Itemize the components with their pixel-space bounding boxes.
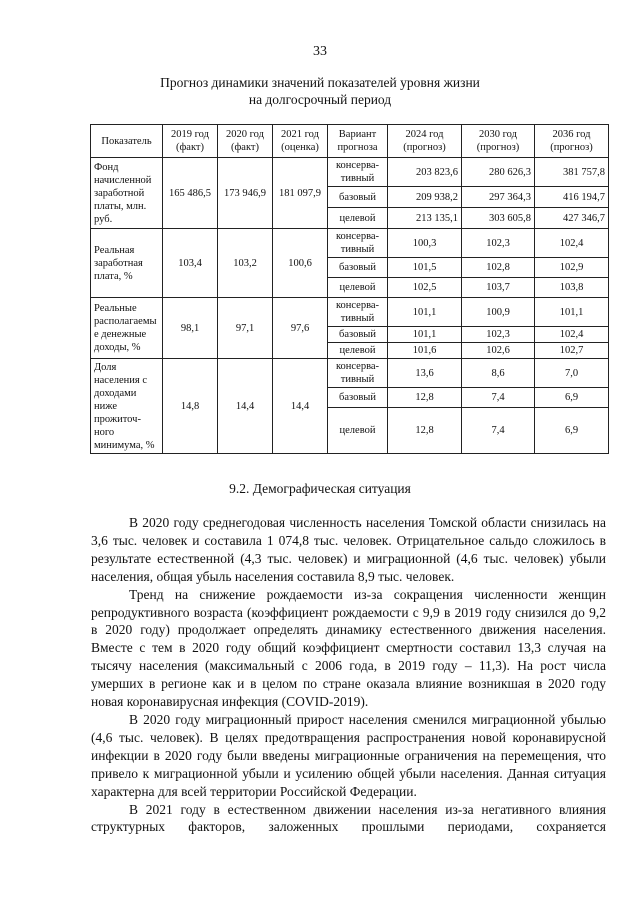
table-row: [91, 359, 609, 388]
value-2030: 280 626,3: [462, 158, 535, 187]
header-2019: 2019 год (факт): [163, 125, 218, 158]
paragraph: В 2020 году среднегодовая численность населения Томской области снизилась на 3,6 тыс. человек и составила 1 074,8 тыс. человек. Отрицательное сальдо сложилось в результате естественной (4,3 тыс. человек) и миграционной (4,6 тыс. человек) убыли населения, общая убыль населения составила 8,9 тыс. человек.: [91, 515, 606, 584]
header-2024: 2024 год (прогноз): [388, 125, 462, 158]
value-2024: 101,1: [388, 298, 462, 327]
value-2020: 173 946,9: [218, 158, 273, 229]
indicator-cell: Реальные располагаемы е денежные доходы, %: [91, 298, 163, 359]
value-2019: 14,8: [163, 359, 218, 454]
indicator-cell: Реальная заработная плата, %: [91, 229, 163, 298]
variant-cell: консерва-тивный: [328, 229, 388, 258]
value-2030: 102,6: [462, 343, 535, 359]
value-2019: 165 486,5: [163, 158, 218, 229]
value-2036: 102,9: [535, 258, 609, 278]
variant-cell: консерва-тивный: [328, 158, 388, 187]
header-2036: 2036 год (прогноз): [535, 125, 609, 158]
table-header-row: [91, 125, 609, 158]
value-2019: 103,4: [163, 229, 218, 298]
value-2021: 100,6: [273, 229, 328, 298]
variant-cell: базовый: [328, 258, 388, 278]
value-2024: 101,6: [388, 343, 462, 359]
value-2036: 416 194,7: [535, 187, 609, 208]
value-2030: 102,8: [462, 258, 535, 278]
variant-cell: целевой: [328, 408, 388, 454]
body-text: [91, 514, 606, 836]
value-2030: 103,7: [462, 278, 535, 298]
value-2024: 12,8: [388, 408, 462, 454]
table-row: [91, 158, 609, 187]
value-2036: 6,9: [535, 408, 609, 454]
table-title: [0, 74, 640, 108]
value-2024: 213 135,1: [388, 208, 462, 229]
variant-cell: базовый: [328, 388, 388, 408]
header-2030: 2030 год (прогноз): [462, 125, 535, 158]
variant-cell: целевой: [328, 208, 388, 229]
header-2020: 2020 год (факт): [218, 125, 273, 158]
section-heading: 9.2. Демографическая ситуация: [229, 481, 411, 496]
value-2030: 7,4: [462, 408, 535, 454]
header-indicator: Показатель: [91, 125, 163, 158]
value-2030: 100,9: [462, 298, 535, 327]
value-2024: 203 823,6: [388, 158, 462, 187]
value-2030: 297 364,3: [462, 187, 535, 208]
value-2020: 103,2: [218, 229, 273, 298]
value-2036: 7,0: [535, 359, 609, 388]
value-2030: 8,6: [462, 359, 535, 388]
value-2036: 101,1: [535, 298, 609, 327]
variant-cell: базовый: [328, 327, 388, 343]
value-2020: 14,4: [218, 359, 273, 454]
paragraph: В 2020 году миграционный прирост населения сменился миграционной убылью (4,6 тыс. человек). В целях предотвращения распространения новой коронавирусной инфекции в 2020 году были введены миграционные ограничения на перемещения, что привело к миграционной убыли и усилению общей убыли населения. Данная ситуация характерна для всей территории Российской Федерации.: [91, 711, 606, 799]
value-2021: 181 097,9: [273, 158, 328, 229]
value-2030: 303 605,8: [462, 208, 535, 229]
value-2036: 102,4: [535, 229, 609, 258]
variant-cell: целевой: [328, 343, 388, 359]
value-2030: 102,3: [462, 229, 535, 258]
value-2024: 209 938,2: [388, 187, 462, 208]
paragraph: В 2021 году в естественном движении населения из-за негативного влияния структурных факторов, заложенных прошлыми периодами, сохраняется: [91, 801, 606, 835]
paragraph: Тренд на снижение рождаемости из-за сокращения численности женщин репродуктивного возраста (коэффициент рождаемости с 9,9 в 2019 году снизился до 9,2 в 2020 году) продолжает определять динамику естественного движения населения. Вместе с тем в 2020 году общий коэффициент смертности составил 13,3 случая на тысячу населения (максимальный с 2006 года, в 2019 году – 11,3). На рост числа умерших в регионе как и в целом по стране оказала влияние возникшая в 2020 году новая коронавирусная инфекция (COVID-2019).: [91, 586, 606, 710]
table-row: [91, 229, 609, 258]
table-row: [91, 298, 609, 327]
indicator-cell: Доля населения с доходами ниже прожиточ-ного минимума, %: [91, 359, 163, 454]
value-2024: 101,1: [388, 327, 462, 343]
indicator-cell: Фонд начисленной заработной платы, млн. руб.: [91, 158, 163, 229]
variant-cell: базовый: [328, 187, 388, 208]
value-2036: 6,9: [535, 388, 609, 408]
value-2030: 7,4: [462, 388, 535, 408]
variant-cell: целевой: [328, 278, 388, 298]
table-title-line-2: на долгосрочный период: [248, 92, 392, 107]
living-standards-table: [90, 124, 609, 454]
value-2036: 381 757,8: [535, 158, 609, 187]
value-2020: 97,1: [218, 298, 273, 359]
header-variant: Вариант прогноза: [328, 125, 388, 158]
header-2021: 2021 год (оценка): [273, 125, 328, 158]
table-title-line-1: Прогноз динамики значений показателей уровня жизни: [160, 75, 480, 90]
value-2036: 102,4: [535, 327, 609, 343]
value-2036: 102,7: [535, 343, 609, 359]
value-2021: 14,4: [273, 359, 328, 454]
value-2019: 98,1: [163, 298, 218, 359]
value-2021: 97,6: [273, 298, 328, 359]
value-2024: 100,3: [388, 229, 462, 258]
value-2024: 102,5: [388, 278, 462, 298]
value-2036: 427 346,7: [535, 208, 609, 229]
value-2024: 12,8: [388, 388, 462, 408]
value-2024: 101,5: [388, 258, 462, 278]
value-2036: 103,8: [535, 278, 609, 298]
value-2030: 102,3: [462, 327, 535, 343]
variant-cell: консерва-тивный: [328, 298, 388, 327]
value-2024: 13,6: [388, 359, 462, 388]
variant-cell: консерва-тивный: [328, 359, 388, 388]
page-number: 33: [313, 44, 327, 59]
